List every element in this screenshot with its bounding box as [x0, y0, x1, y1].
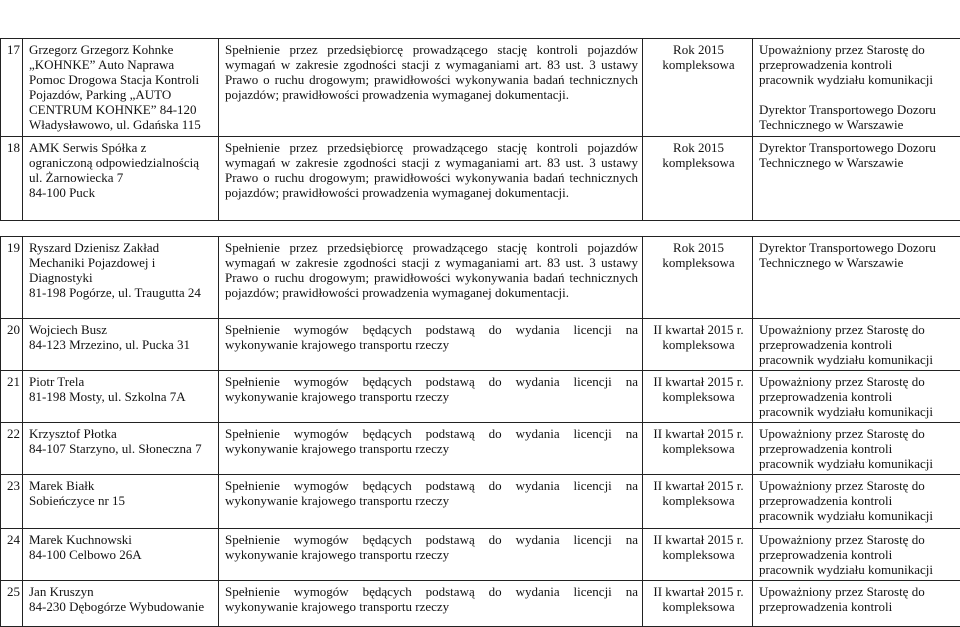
row-number: 22: [1, 423, 23, 475]
inspection-scope: Spełnienie przez przedsiębiorcę prowadzącego stację kontroli pojazdów wymagań w zakresie zgodności stacji z wymaganiami art. 83 ust. 3 ustawy Prawo o ruchu drogowym; prawidłowości wykonywania badań technicznych pojazdów; prawidłowości prowadzenia wymaganej dokumentacji.: [219, 237, 643, 319]
entity-name-address: Jan Kruszyn 84-230 Dębogórze Wybudowanie: [23, 581, 219, 627]
inspecting-authority: Upoważniony przez Starostę do przeprowadzenia kontroli pracownik wydziału komunikacji: [753, 475, 960, 529]
inspection-period: II kwartał 2015 r. kompleksowa: [643, 423, 753, 475]
table-row: [1, 371, 960, 423]
inspection-period: II kwartał 2015 r. kompleksowa: [643, 319, 753, 371]
row-number: 24: [1, 529, 23, 581]
entity-name-address: AMK Serwis Spółka z ograniczoną odpowiedzialnością ul. Żarnowiecka 7 84-100 Puck: [23, 137, 219, 221]
inspection-period: Rok 2015 kompleksowa: [643, 137, 753, 221]
inspection-table-top: [0, 38, 960, 221]
row-number: 20: [1, 319, 23, 371]
table-row: [1, 137, 960, 221]
inspection-scope: Spełnienie przez przedsiębiorcę prowadzącego stację kontroli pojazdów wymagań w zakresie zgodności stacji z wymaganiami art. 83 ust. 3 ustawy Prawo o ruchu drogowym; prawidłowości wykonywania badań technicznych pojazdów; prawidłowości prowadzenia wymaganej dokumentacji.: [219, 137, 643, 221]
table-row: [1, 529, 960, 581]
inspection-scope: Spełnienie wymogów będących podstawą do wydania licencji na wykonywanie krajowego transportu rzeczy: [219, 475, 643, 529]
inspection-period: II kwartał 2015 r. kompleksowa: [643, 475, 753, 529]
inspection-period: II kwartał 2015 r. kompleksowa: [643, 529, 753, 581]
inspection-scope: Spełnienie przez przedsiębiorcę prowadzącego stację kontroli pojazdów wymagań w zakresie zgodności stacji z wymaganiami art. 83 ust. 3 ustawy Prawo o ruchu drogowym; prawidłowości wykonywania badań technicznych pojazdów; prawidłowości prowadzenia wymaganej dokumentacji.: [219, 39, 643, 137]
inspecting-authority: Upoważniony przez Starostę do przeprowadzenia kontroli: [753, 581, 960, 627]
entity-name-address: Wojciech Busz 84-123 Mrzezino, ul. Pucka 31: [23, 319, 219, 371]
inspecting-authority: Upoważniony przez Starostę do przeprowadzenia kontroli pracownik wydziału komunikacji: [753, 371, 960, 423]
inspecting-authority: Upoważniony przez Starostę do przeprowadzenia kontroli pracownik wydziału komunikacji: [753, 423, 960, 475]
inspecting-authority: Dyrektor Transportowego Dozoru Technicznego w Warszawie: [753, 137, 960, 221]
table-row: [1, 319, 960, 371]
row-number: 23: [1, 475, 23, 529]
row-number: 25: [1, 581, 23, 627]
entity-name-address: Piotr Trela 81-198 Mosty, ul. Szkolna 7A: [23, 371, 219, 423]
entity-name-address: Ryszard Dzienisz Zakład Mechaniki Pojazdowej i Diagnostyki 81-198 Pogórze, ul. Traugutta 24: [23, 237, 219, 319]
inspection-period: II kwartał 2015 r. kompleksowa: [643, 371, 753, 423]
row-number: 18: [1, 137, 23, 221]
table-row: [1, 237, 960, 319]
row-number: 17: [1, 39, 23, 137]
inspecting-authority: Upoważniony przez Starostę do przeprowadzenia kontroli pracownik wydziału komunikacji: [753, 529, 960, 581]
inspection-scope: Spełnienie wymogów będących podstawą do wydania licencji na wykonywanie krajowego transportu rzeczy: [219, 319, 643, 371]
inspection-scope: Spełnienie wymogów będących podstawą do wydania licencji na wykonywanie krajowego transportu rzeczy: [219, 423, 643, 475]
entity-name-address: Grzegorz Grzegorz Kohnke „KOHNKE” Auto Naprawa Pomoc Drogowa Stacja Kontroli Pojazdów, Parking „AUTO CENTRUM KOHNKE” 84-120 Władysławowo, ul. Gdańska 115: [23, 39, 219, 137]
table-row: [1, 581, 960, 627]
inspecting-authority: Upoważniony przez Starostę do przeprowadzenia kontroli pracownik wydziału komunikacji: [753, 319, 960, 371]
row-number: 21: [1, 371, 23, 423]
inspecting-authority: Upoważniony przez Starostę do przeprowadzenia kontroli pracownik wydziału komunikacji Dyrektor Transportowego Dozoru Technicznego w Warszawie: [753, 39, 960, 137]
entity-name-address: Marek Kuchnowski 84-100 Celbowo 26A: [23, 529, 219, 581]
inspection-scope: Spełnienie wymogów będących podstawą do wydania licencji na wykonywanie krajowego transportu rzeczy: [219, 371, 643, 423]
entity-name-address: Marek Białk Sobieńczyce nr 15: [23, 475, 219, 529]
entity-name-address: Krzysztof Płotka 84-107 Starzyno, ul. Słoneczna 7: [23, 423, 219, 475]
spacer: [759, 87, 956, 102]
table-row: [1, 423, 960, 475]
table-row: [1, 39, 960, 137]
inspection-period: II kwartał 2015 r. kompleksowa: [643, 581, 753, 627]
inspection-period: Rok 2015 kompleksowa: [643, 237, 753, 319]
inspection-table-bottom: [0, 236, 960, 627]
row-number: 19: [1, 237, 23, 319]
table-row: [1, 475, 960, 529]
inspecting-authority: Dyrektor Transportowego Dozoru Technicznego w Warszawie: [753, 237, 960, 319]
inspection-period: Rok 2015 kompleksowa: [643, 39, 753, 137]
inspection-scope: Spełnienie wymogów będących podstawą do wydania licencji na wykonywanie krajowego transportu rzeczy: [219, 529, 643, 581]
inspection-scope: Spełnienie wymogów będących podstawą do wydania licencji na wykonywanie krajowego transportu rzeczy: [219, 581, 643, 627]
